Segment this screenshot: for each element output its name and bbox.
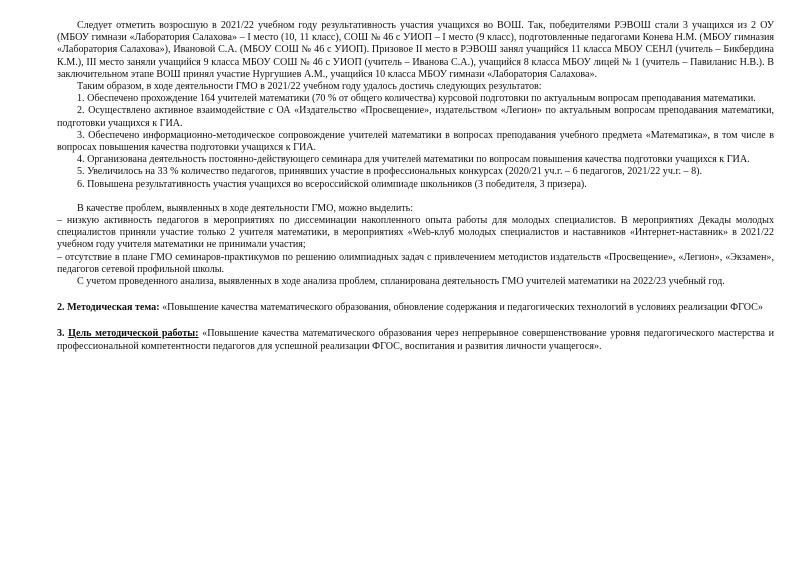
section-goal-number: 3. [57, 328, 65, 340]
spacer [57, 288, 774, 302]
result-item: 5. Увеличилось на 33 % количество педагогов, принявших участие в профессиональных конкурсах (2020/21 уч.г. – 6 педагогов, 2021/22 уч.г. – 8). [77, 166, 703, 178]
result-item: 3. Обеспечено информационно-методическое сопровождение учителей математики в вопросах преподавания учебного предмета «Математика», в том числе в вопросах повышения качества подготовки учащихся к ГИА. [57, 129, 774, 154]
result-item: 2. Осуществлено активное взаимодействие с ОА «Издательство «Просвещение», издательством «Легион» по актуальным вопросам преподавания математики, подготовки учащихся к ГИА. [57, 105, 774, 129]
section-methodical-theme [57, 302, 774, 314]
section-goal-label: Цель методической работы: [68, 328, 199, 340]
section-goal-text: «Повышение качества математического образования через непрерывное совершенствование уровня педагогического мастерства и профессиональной компетентности педагогов для успешной реализации ФГОС, воспитания и развития личности учащегося». [57, 328, 775, 352]
intro-paragraph-results: Таким образом, в ходе деятельности ГМО в 2021/22 учебном году удалось достичь следующих результатов: [77, 81, 542, 93]
problem-item: – низкую активность педагогов в мероприятиях по диссеминации накопленного опыта работы для молодых специалистов. В мероприятиях Декады молодых специалистов приняли участие только 2 учителя математики, в мероприятиях «Web-клуб молодых специалистов и наставников «Интернет-наставник» в 2021/22 учебном году учителя математики не принимали участия; [57, 215, 774, 251]
problems-conclusion: С учетом проведенного анализа, выявленных в ходе анализа проблем, спланирована деятельность ГМО учителей математики на 2022/23 учебный год. [77, 276, 725, 288]
section-methodical-theme-label: 2. Методическая тема: [57, 302, 160, 314]
result-item: 1. Обеспечено прохождение 164 учителей математики (70 % от общего количества) курсовой подготовки по актуальным вопросам преподавания математики. [77, 93, 756, 105]
section-goal [57, 328, 774, 352]
result-item: 4. Организована деятельность постоянно-действующего семинара для учителей математики по вопросам повышения качества подготовки учащихся к ГИА. [77, 154, 750, 166]
spacer [57, 314, 774, 328]
problem-item: – отсутствие в плане ГМО семинаров-практикумов по решению олимпиадных задач с привлечением методистов издательств «Просвещение», «Легион», «Экзамен», педагогов сетевой профильной школы. [57, 251, 774, 275]
spacer [57, 191, 774, 203]
problems-intro: В качестве проблем, выявленных в ходе деятельности ГМО, можно выделить: [77, 202, 414, 214]
section-methodical-theme-text: «Повышение качества математического образования, обновление содержания и педагогических технологий в условиях реализации ФГОС» [162, 302, 763, 314]
result-item: 6. Повышена результативность участия учащихся во всероссийской олимпиаде школьников (3 победителя, 3 призера). [77, 178, 587, 190]
intro-paragraph-olympiad: Следует отметить возросшую в 2021/22 учебном году результативность участия учащихся во ВОШ. Так, победителями РЭВОШ стали 3 учащихся из 2 ОУ (МБОУ гимнази «Лаборатория Салахова» – I место (10, 11 класс), СОШ № 46 с УИОП – I место (9 класс), подготовленные педагогами Конева Н.М. (МБОУ гимназия «Лаборатория Салахова»), Ивановой С.А. (МБОУ СОШ № 46 с УИОП). Призовое II место в РЭВОШ занял учащийся 11 класса МБОУ СЕНЛ (учитель – Бикбердина К.М.), III место заняли учащийся 9 класса МБОУ СОШ № 46 с УИОП (учитель – Иванова С.А.), учащийся 8 класса МБОУ лицей № 1 (учитель – Павиланис Н.В.). В заключительном этапе ВОШ принял участие Нургушиев А.М., учащийся 10 класса МБОУ гимнази «Лаборатория Салахова». [57, 20, 774, 80]
